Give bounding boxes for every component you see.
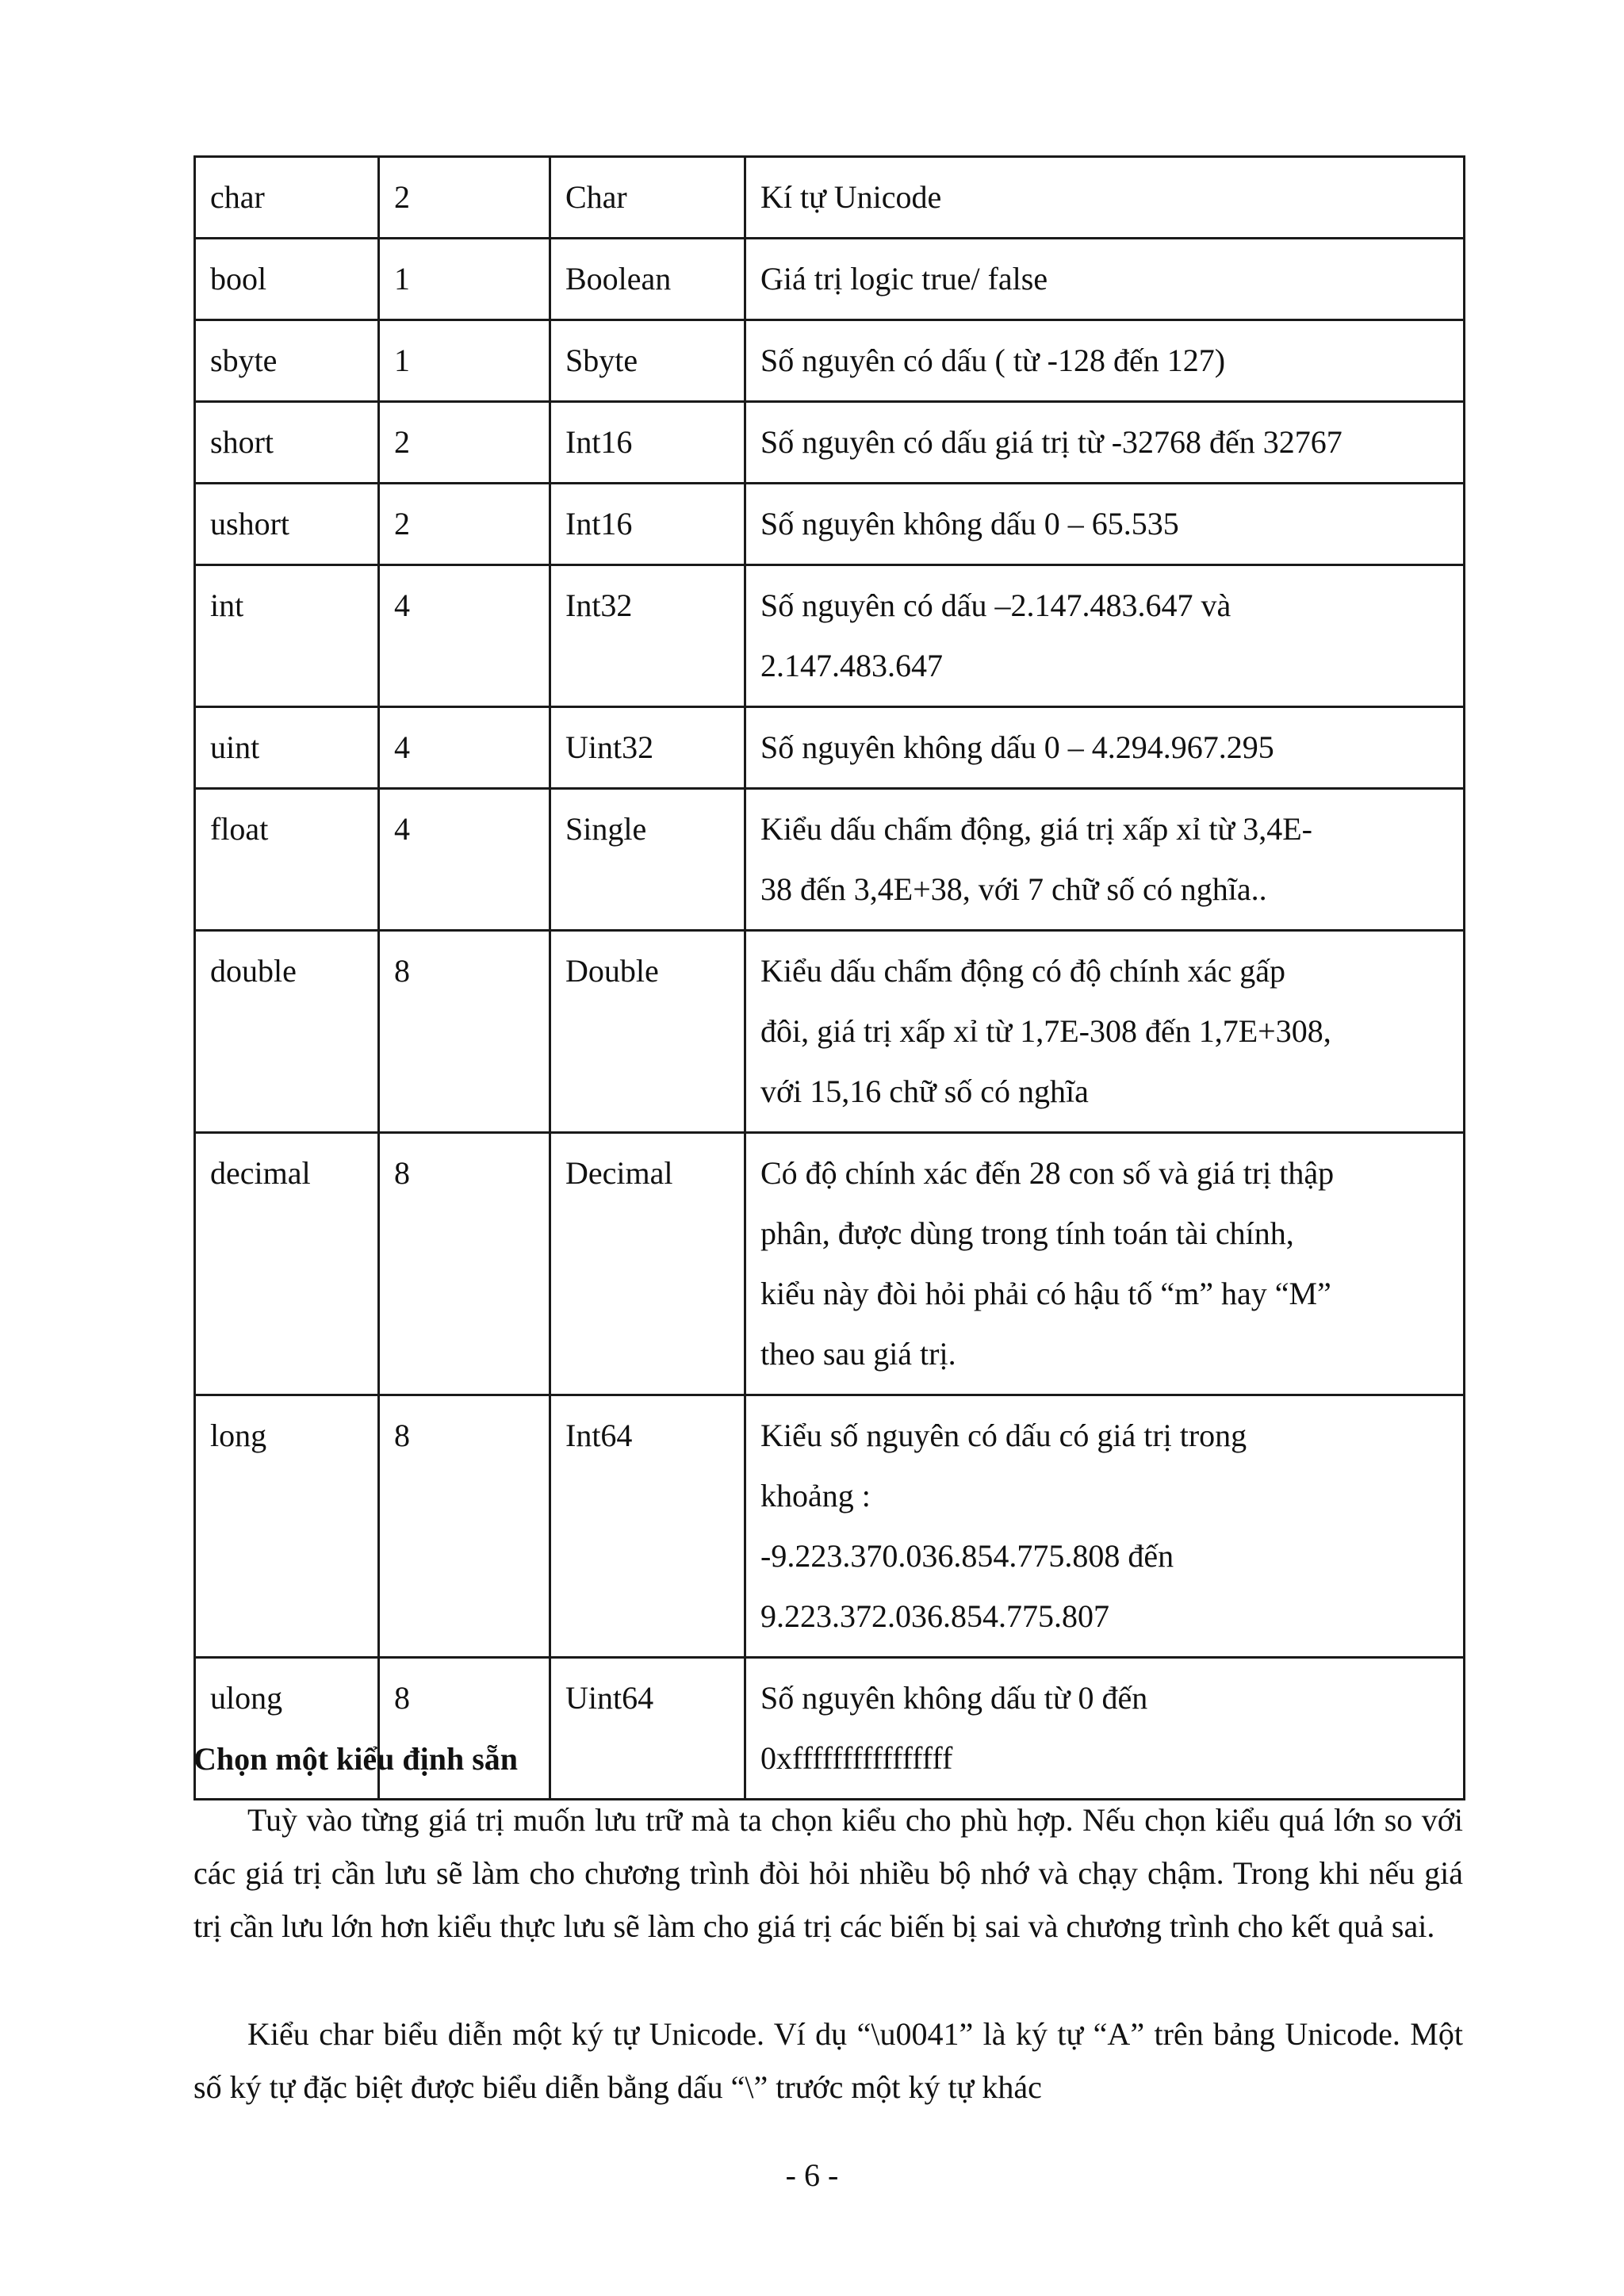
- page-number: - 6 -: [785, 2157, 839, 2193]
- description-line: Có độ chính xác đến 28 con số và giá trị thập: [760, 1155, 1335, 1191]
- description-cell: [745, 707, 1465, 789]
- size-cell: 2: [379, 402, 550, 484]
- net-type-cell: Int16: [550, 402, 745, 484]
- description-cell: [745, 565, 1465, 707]
- size-cell: 8: [379, 1395, 550, 1658]
- net-type-cell: Int64: [550, 1395, 745, 1658]
- description-line: Số nguyên có dấu giá trị từ -32768 đến 32767: [760, 424, 1342, 460]
- net-type-cell: Int32: [550, 565, 745, 707]
- description-line: Số nguyên có dấu ( từ -128 đến 127): [760, 342, 1226, 378]
- net-type-cell: Int16: [550, 484, 745, 565]
- net-type-cell: Char: [550, 157, 745, 239]
- size-cell: 1: [379, 320, 550, 402]
- description-line: Số nguyên không dấu 0 – 65.535: [760, 506, 1179, 541]
- net-type-cell: Sbyte: [550, 320, 745, 402]
- type-cell: float: [195, 789, 379, 931]
- table-row: [195, 402, 1465, 484]
- table-row: [195, 789, 1465, 931]
- type-cell: sbyte: [195, 320, 379, 402]
- table-row: [195, 484, 1465, 565]
- description-cell: [745, 402, 1465, 484]
- description-line: Số nguyên không dấu từ 0 đến: [760, 1680, 1148, 1716]
- table-row: [195, 157, 1465, 239]
- size-cell: 8: [379, 1658, 550, 1800]
- description-line: đôi, giá trị xấp xỉ từ 1,7E-308 đến 1,7E+308,: [760, 1013, 1331, 1049]
- type-cell: int: [195, 565, 379, 707]
- description-line: Số nguyên không dấu 0 – 4.294.967.295: [760, 729, 1274, 765]
- description-line: Kiểu dấu chấm động có độ chính xác gấp: [760, 953, 1286, 989]
- type-cell: double: [195, 931, 379, 1133]
- net-type-cell: Uint32: [550, 707, 745, 789]
- description-line: 9.223.372.036.854.775.807: [760, 1598, 1109, 1634]
- description-line: 2.147.483.647: [760, 648, 943, 683]
- table-row: [195, 320, 1465, 402]
- table-row: [195, 239, 1465, 320]
- description-line: Kí tự Unicode: [760, 179, 942, 215]
- description-line: theo sau giá trị.: [760, 1336, 956, 1372]
- size-cell: 1: [379, 239, 550, 320]
- data-types-table: [193, 155, 1465, 1800]
- net-type-cell: Decimal: [550, 1133, 745, 1395]
- description-line: kiểu này đòi hỏi phải có hậu tố “m” hay “M”: [760, 1276, 1331, 1311]
- description-line: Giá trị logic true/ false: [760, 261, 1048, 297]
- net-type-cell: Double: [550, 931, 745, 1133]
- description-line: khoảng :: [760, 1478, 871, 1513]
- description-cell: [745, 320, 1465, 402]
- net-type-cell: Uint64: [550, 1658, 745, 1800]
- size-cell: 8: [379, 1133, 550, 1395]
- description-line: phân, được dùng trong tính toán tài chính,: [760, 1215, 1294, 1251]
- description-cell: [745, 1658, 1465, 1800]
- size-cell: 2: [379, 157, 550, 239]
- size-cell: 4: [379, 789, 550, 931]
- description-cell: [745, 931, 1465, 1133]
- description-line: Số nguyên có dấu –2.147.483.647 và: [760, 587, 1231, 623]
- description-line: 38 đến 3,4E+38, với 7 chữ số có nghĩa..: [760, 871, 1267, 907]
- paragraph-choose-type: Tuỳ vào từng giá trị muốn lưu trữ mà ta chọn kiểu cho phù hợp. Nếu chọn kiểu quá lớn so với các giá trị cần lưu sẽ làm cho chương trình đòi hỏi nhiều bộ nhớ và chạy chậm. Trong khi nếu giá trị cần lưu lớn hơn kiểu thực lưu sẽ làm cho giá trị các biến bị sai và chương trình cho kết quả sai.: [193, 1802, 1463, 1944]
- table-row: [195, 707, 1465, 789]
- table-row: [195, 565, 1465, 707]
- type-cell: ulong: [195, 1658, 379, 1800]
- type-cell: uint: [195, 707, 379, 789]
- paragraph-char-type: Kiểu char biểu diễn một ký tự Unicode. Ví dụ “\u0041” là ký tự “A” trên bảng Unicode. Một số ký tự đặc biệt được biểu diễn bằng dấu “\” trước một ký tự khác: [193, 2016, 1463, 2105]
- type-cell: short: [195, 402, 379, 484]
- type-cell: ushort: [195, 484, 379, 565]
- table-row: [195, 1658, 1465, 1800]
- size-cell: 4: [379, 565, 550, 707]
- description-cell: [745, 239, 1465, 320]
- description-cell: [745, 484, 1465, 565]
- section-heading: Chọn một kiểu định sẵn: [193, 1741, 519, 1777]
- type-cell: decimal: [195, 1133, 379, 1395]
- table-body: [195, 157, 1465, 1800]
- net-type-cell: Single: [550, 789, 745, 931]
- table-row: [195, 1395, 1465, 1658]
- table-row: [195, 931, 1465, 1133]
- description-line: với 15,16 chữ số có nghĩa: [760, 1073, 1089, 1109]
- type-cell: char: [195, 157, 379, 239]
- net-type-cell: Boolean: [550, 239, 745, 320]
- description-line: -9.223.370.036.854.775.808 đến: [760, 1538, 1174, 1574]
- size-cell: 4: [379, 707, 550, 789]
- type-cell: bool: [195, 239, 379, 320]
- description-cell: [745, 1133, 1465, 1395]
- size-cell: 8: [379, 931, 550, 1133]
- table-row: [195, 1133, 1465, 1395]
- size-cell: 2: [379, 484, 550, 565]
- description-line: 0xffffffffffffffff: [760, 1740, 953, 1776]
- description-cell: [745, 1395, 1465, 1658]
- description-cell: [745, 789, 1465, 931]
- type-cell: long: [195, 1395, 379, 1658]
- description-cell: [745, 157, 1465, 239]
- description-line: Kiểu số nguyên có dấu có giá trị trong: [760, 1418, 1247, 1453]
- description-line: Kiểu dấu chấm động, giá trị xấp xỉ từ 3,4E-: [760, 811, 1312, 847]
